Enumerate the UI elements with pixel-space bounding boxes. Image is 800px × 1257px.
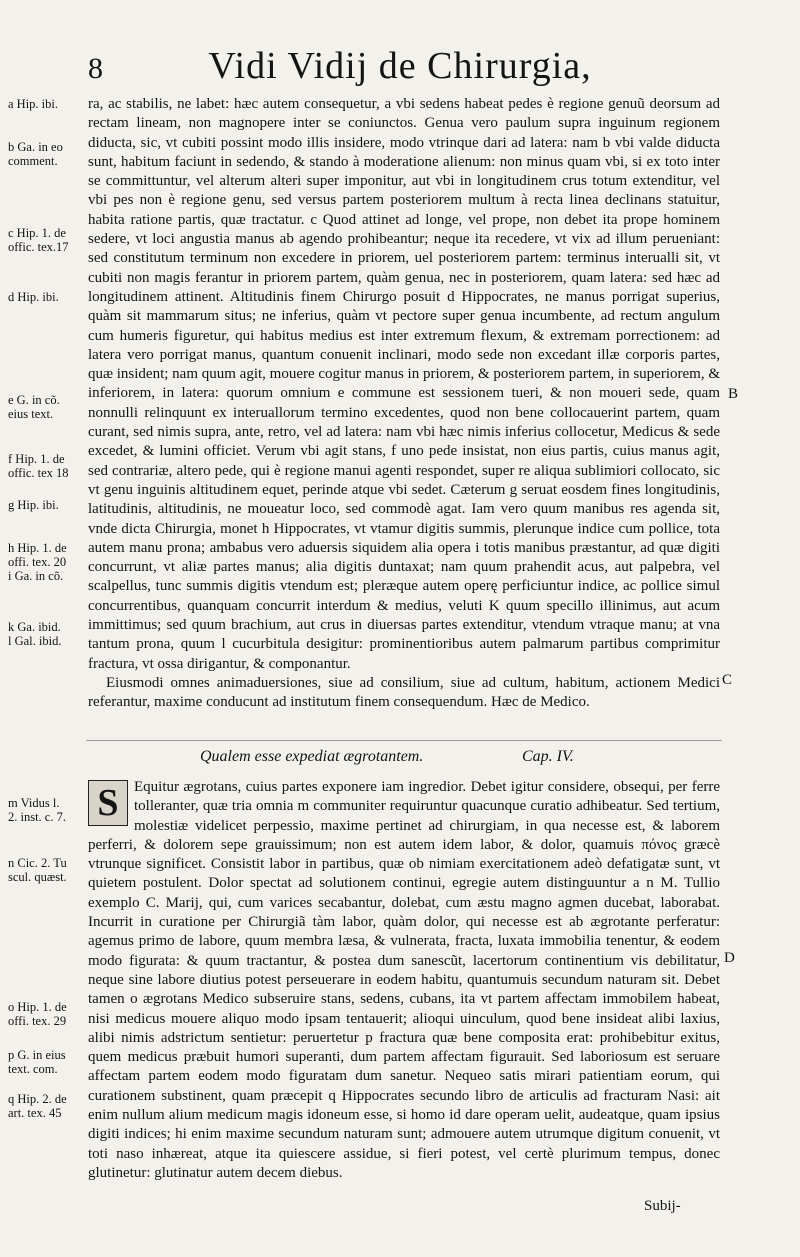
side-letter-d: D xyxy=(724,950,735,966)
paragraph: ra, ac stabilis, ne labet: hæc autem consequetur, a vbi sedens habeat pedes è regione genuũ deorsum ad rectam lineam, non magnopere inter se coniunctos. Genua vero paulum supra inguinum regionem diducta, sic, vt cubiti possint modo illis insidere, modo vtrinque dari ad latera: nam b vbi valde diducta sunt, habitum faciunt in sedendo, & stando à moderatione alienum: non minus quam vbi, si ex toto inter se committuntur, vel alterum alteri super imponitur, aut vbi in longitudinem crus totum extenditur, vel vbi pes non è regione genu, sed versus partem posteriorem multum à recta linea declinans statuitur, habita ratione partis, quæ tractatur. c Quod attinet ad longe, vel prope, non debet ita prope hominem sedere, vt loci angustia manus ab agendo prohibeantur; neque ita recedere, vt vix ad illum perueniant: sed constitutum terminum non excedere in priorem, uel posteriorem partem: terminus interualli sit, vt cubiti non magis ferantur in priorem partem, quàm genua, nec in posteriorem, quam latera: sed hæc ad longitudinem attinent. Altitudinis finem Chirurgo posuit d Hippocrates, ne manus porrigat superius, quàm sit mammarum situs; ne inferius, quàm vt pectore super genua incumbente, ad rectum angulum cum humeris figuretur, qui habitus medius est inter extremum flexum, & extremam porrectionem: ad latera vero porrigat manus, quantum conuenit inclinari, modo sede non excedant illæ corporis partes, quæ insident; nam quum agit, mouere cogitur manus in priorem, & posteriorem partem, in superiorem, & inferiorem, in latera: quorum omnium e commune est sessionem tueri, & non moueri sede, quam nonnulli relinquunt ex interuallorum termino excedentes, quod non bene collocauerint partem, quam curant, sed nimis supra, ante, retro, vel ad latera: nam vbi hæc nimis inferius collocetur, Medicus & sede excedet, & lumini officiet. Verum vbi agit stans, f uno pede insistat, non eius partis, cuius manus agit, sed contrariæ, altero pede, qui è regione manui agenti respondet, super re aliqua sublimiori collocato, sic vt genu inguinis altitudinem equet, perinde atque vbi sedet. Cæterum g seruat eosdem fines longitudinis, latitudinis, altitudinis, ne moueatur loco, sed commodè agat. Iam vero quum manibus res agenda sit, vnde dicta Chirurgia, monet h Hippocrates, vt vtamur digitis summis, plerunque indice cum pollice, tota autem manu prona; ambabus vero aduersis siquidem alia opera i totis manibus præstantur, ad quæ digiti concurrunt, vt aliæ partes manus; alia digitis duntaxat; nam quum prahendit acus, aut palpebra, vel scalpellus, tunc summis digitis vtendum est; pleræque autem operę perficiuntur indice, ac pollice simul concurrentibus, quanquam concurrit interdum & medius, veluti K quum specillo illinimus, aut acum immittimus; sed quum brachium, aut crus in diuersas partes extenditur, vtendum vtraque manu; at vna tantum prona, quum l cucurbitula desigitur: prominentioribus autem palmarum partibus comprimitur fractura, vt ossa dirigantur, & componantur. xyxy=(88,96,720,672)
margin-note: g Hip. ibi. xyxy=(8,498,59,512)
margin-note: b Ga. in eo comment. xyxy=(8,140,63,168)
chapter-label: Cap. IV. xyxy=(522,748,574,765)
margin-note: o Hip. 1. de offi. tex. 29 xyxy=(8,1000,67,1028)
margin-note: q Hip. 2. de art. tex. 45 xyxy=(8,1092,67,1120)
margin-note: c Hip. 1. de offic. tex.17 xyxy=(8,226,69,254)
chapter-divider xyxy=(86,740,722,741)
drop-cap: S xyxy=(88,780,128,826)
margin-note: h Hip. 1. de offi. tex. 20 i Ga. in cõ. xyxy=(8,541,67,583)
margin-note: p G. in eius text. com. xyxy=(8,1048,66,1076)
side-letter-c: C xyxy=(722,672,733,688)
page-number: 8 xyxy=(88,52,103,85)
body-text-top xyxy=(88,95,720,713)
margin-note: m Vidus l. 2. inst. c. 7. xyxy=(8,796,66,824)
catchword: Subij- xyxy=(644,1198,681,1214)
body-text-bottom xyxy=(88,778,720,1183)
margin-note: f Hip. 1. de offic. tex 18 xyxy=(8,452,69,480)
margin-note: a Hip. ibi. xyxy=(8,97,58,111)
side-letter-b: B xyxy=(728,386,739,402)
margin-note: e G. in cõ. eius text. xyxy=(8,393,60,421)
paragraph: Equitur ægrotans, cuius partes exponere iam ingredior. Debet igitur considere, obsequi, per ferre tolleranter, quæ tria omnia m communiter requiruntur quacunque curatio adhibeatur. Sed tertium, molestiæ videlicet perpessio, maxime pertinet ad chirurgiam, in qua necesse est, & laborem perferri, & dolorem sepe grauissimum; non est autem idem labor, & dolor, quamuis πόνος græcè vtrunque significet. Consistit labor in partibus, quæ ob nimiam exercitationem adeò defatigatæ sunt, vt quietem postulent. Dolor spectat ad solutionem continui, egregie autem distinguuntur a n M. Tullio exemplo C. Marij, qui, cum varices secabantur, dolebat, cum æstu magno agmen ducebat, laborabat. Incurrit in curatione per Chirurgiã tàm labor, quàm dolor, qui necesse est ab ægrotante perferatur: agemus primo de labore, quum membra læsa, & vulnerata, fracta, luxata immobilia tenentur, & eodem modo figurata: & quum tractantur, & postea dum sanescũt, lacertorum continentium vis debilitatur, neque sine labore diutius potest perseuerare in eodem habitu, quantumuis secundum naturam sit. Debet tamen o ægrotans Medico subseruire stans, sedens, cubans, ita vt partem affectam immobilem habeat, nisi medicus mouere aliquo modo ipsam tentauerit; alioqui uinculum, quod bene insideat alibi laxius, alibi nimis adstrictum sentietur: peruertetur p fractura quæ bene composita erat: prohibebitur exitus, quem medicus præbuit humori superanti, dum partem affectam figurauit. Sed laboriosum est seruare affectam partem eodem modo figuratam dum sanetur. Nequeo satis mirari patientiam eorum, qui curationem substinent, quam præcepit q Hippocrates secundo libro de articulis ad fracturam Nasi: ait enim nullum alium medicum magis idoneum esse, si homo id dare operam uelit, audeatque, quam ipsius digiti indices; hi enim maxime secundum naturam sunt; admouere autem utrumque digitum conuenit, vt toti naso inhæreat, atque ita quiescere assidue, si fieri potest, vel certè plurimum tempus, donec glutinetur: glutinatur autem decem diebus. xyxy=(88,779,720,1181)
chapter-title: Qualem esse expediat ægrotantem. xyxy=(200,748,424,765)
paragraph: Eiusmodi omnes animaduersiones, siue ad consilium, siue ad cultum, habitum, actionem Medici referantur, maxime conducunt ad institutum finem consequendum. Hæc de Medico. xyxy=(88,674,720,711)
running-title: Vidi Vidij de Chirurgia, xyxy=(208,45,592,87)
margin-note: n Cic. 2. Tu scul. quæst. xyxy=(8,856,67,884)
margin-note: d Hip. ibi. xyxy=(8,290,59,304)
chapter-heading xyxy=(200,748,720,766)
margin-note: k Ga. ibid. l Gal. ibid. xyxy=(8,620,62,648)
